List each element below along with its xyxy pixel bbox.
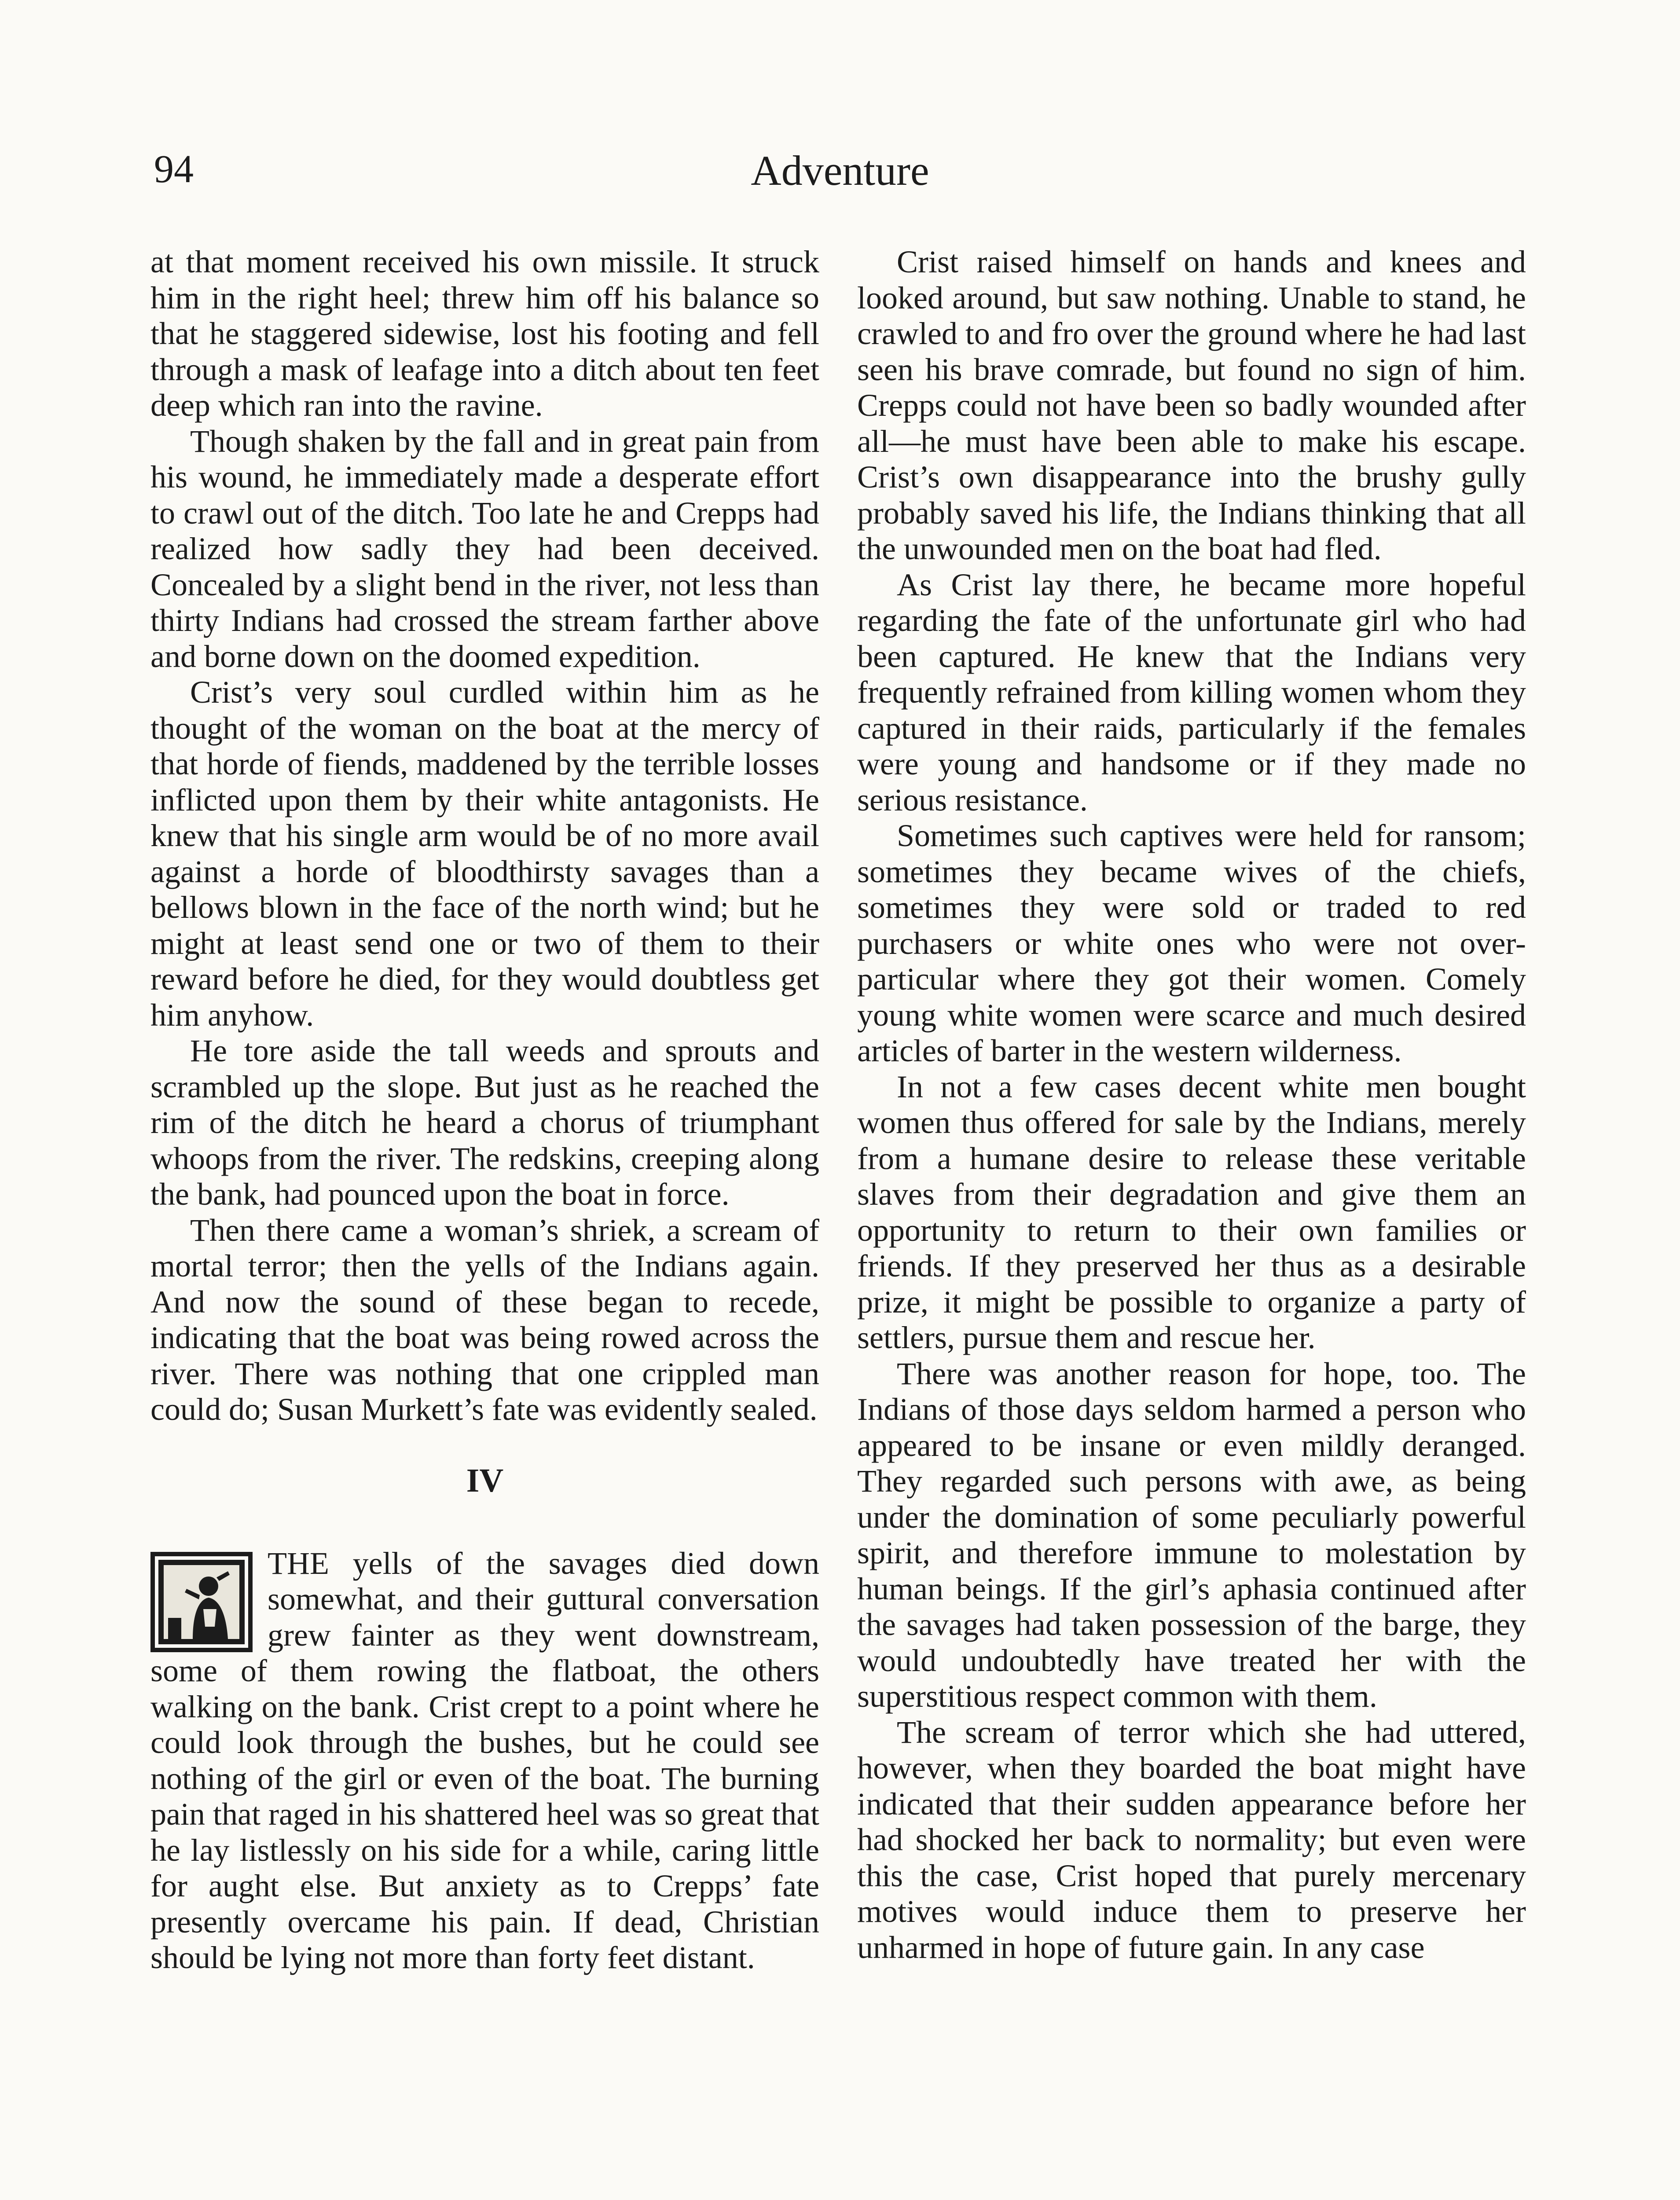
- page-number: 94: [154, 147, 194, 191]
- left-column: [150, 244, 819, 1976]
- paragraph: Crist raised himself on hands and knees and looked around, but saw nothing. Unable to stand, he crawled to and fro over the ground where he had last seen his brave comrade, but found no sign of him. Crepps could not have been so badly wounded after all—he must have been able to make his escape. Crist’s own disappearance into the brushy gully probably saved his life, the Indians thinking that all the unwounded men on the boat had fled.: [857, 244, 1526, 566]
- section-paragraph: [150, 1546, 819, 1976]
- paragraph: at that moment received his own missile. It struck him in the right heel; threw him off his balance so that he staggered sidewise, lost his footing and fell through a mask of leafage into a ditch about ten feet deep which ran into the ravine.: [150, 244, 819, 423]
- section-heading: IV: [466, 1462, 504, 1499]
- paragraph: Crist’s very soul curdled within him as he thought of the woman on the boat at the mercy of that horde of fiends, maddened by the terrible losses inflicted upon them by their white antagonists. He knew that his single arm would be of no more avail against a horde of bloodthirsty savages than a bellows blown in the face of the north wind; but he might at least send one or two of them to their reward before he died, for they would doubtless get him anyhow.: [150, 675, 819, 1033]
- paragraph: In not a few cases decent white men bought women thus offered for sale by the Indians, merely from a humane desire to release these veritable slaves from their degradation and give them an opportunity to return to their own families or friends. If they preserved her thus as a desirable prize, it might be possible to organize a party of settlers, pursue them and rescue her.: [857, 1069, 1526, 1355]
- illustrated-initial-icon: [150, 1552, 253, 1652]
- paragraph: Then there came a woman’s shriek, a scream of mortal terror; then the yells of the Indians again. And now the sound of these began to recede, indicating that the boat was being rowed across the river. There was nothing that one crippled man could do; Susan Murkett’s fate was evidently sealed.: [150, 1212, 819, 1427]
- paragraph: He tore aside the tall weeds and sprouts and scrambled up the slope. But just as he reached the rim of the ditch he heard a chorus of triumphant whoops from the river. The redskins, creeping along the bank, had pounced upon the boat in force.: [150, 1033, 819, 1212]
- right-column: [857, 244, 1526, 1965]
- paragraph: There was another reason for hope, too. The Indians of those days seldom harmed a person who appeared to be insane or even mildly deranged. They regarded such persons with awe, as being under the domination of some peculiarly powerful spirit, and therefore immune to molestation by human beings. If the girl’s aphasia continued after the savages had taken possession of the barge, they would undoubtedly have treated her with the superstitious respect common with them.: [857, 1356, 1526, 1714]
- paragraph: Though shaken by the fall and in great pain from his wound, he immediately made a desperate effort to crawl out of the ditch. Too late he and Crepps had realized how sadly they had been deceived. Concealed by a slight bend in the river, not less than thirty Indians had crossed the stream farther above and borne down on the doomed expedition.: [150, 423, 819, 674]
- paragraph: The scream of terror which she had uttered, however, when they boarded the boat might have indicated that their sudden appearance before her had shocked her back to normality; but even were this the case, Crist hoped that purely mercenary motives would induce them to preserve her unharmed in hope of future gain. In any case: [857, 1714, 1526, 1965]
- paragraph: As Crist lay there, he became more hopeful regarding the fate of the unfortunate girl who had been captured. He knew that the Indians very frequently refrained from killing women whom they captured in their raids, particularly if the females were young and handsome or if they made no serious resistance.: [857, 567, 1526, 818]
- section-paragraph-text: THE yells of the savages died down somewhat, and their guttural conversation grew fainter as they went downstream, some of them rowing the flatboat, the others walking on the bank. Crist crept to a point where he could look through the bushes, but he could see nothing of the girl or even of the boat. The burning pain that raged in his shattered heel was so great that he lay listlessly on his side for a while, caring little for aught else. But anxiety as to Crepps’ fate presently overcame his pain. If dead, Christian should be lying not more than forty feet distant.: [150, 1545, 819, 1975]
- paragraph: Sometimes such captives were held for ransom; sometimes they became wives of the chiefs, sometimes they were sold or traded to red purchasers or white ones who were not over-particular where they got their women. Comely young white women were scarce and much desired articles of barter in the western wilderness.: [857, 818, 1526, 1068]
- running-title: Adventure: [751, 147, 929, 194]
